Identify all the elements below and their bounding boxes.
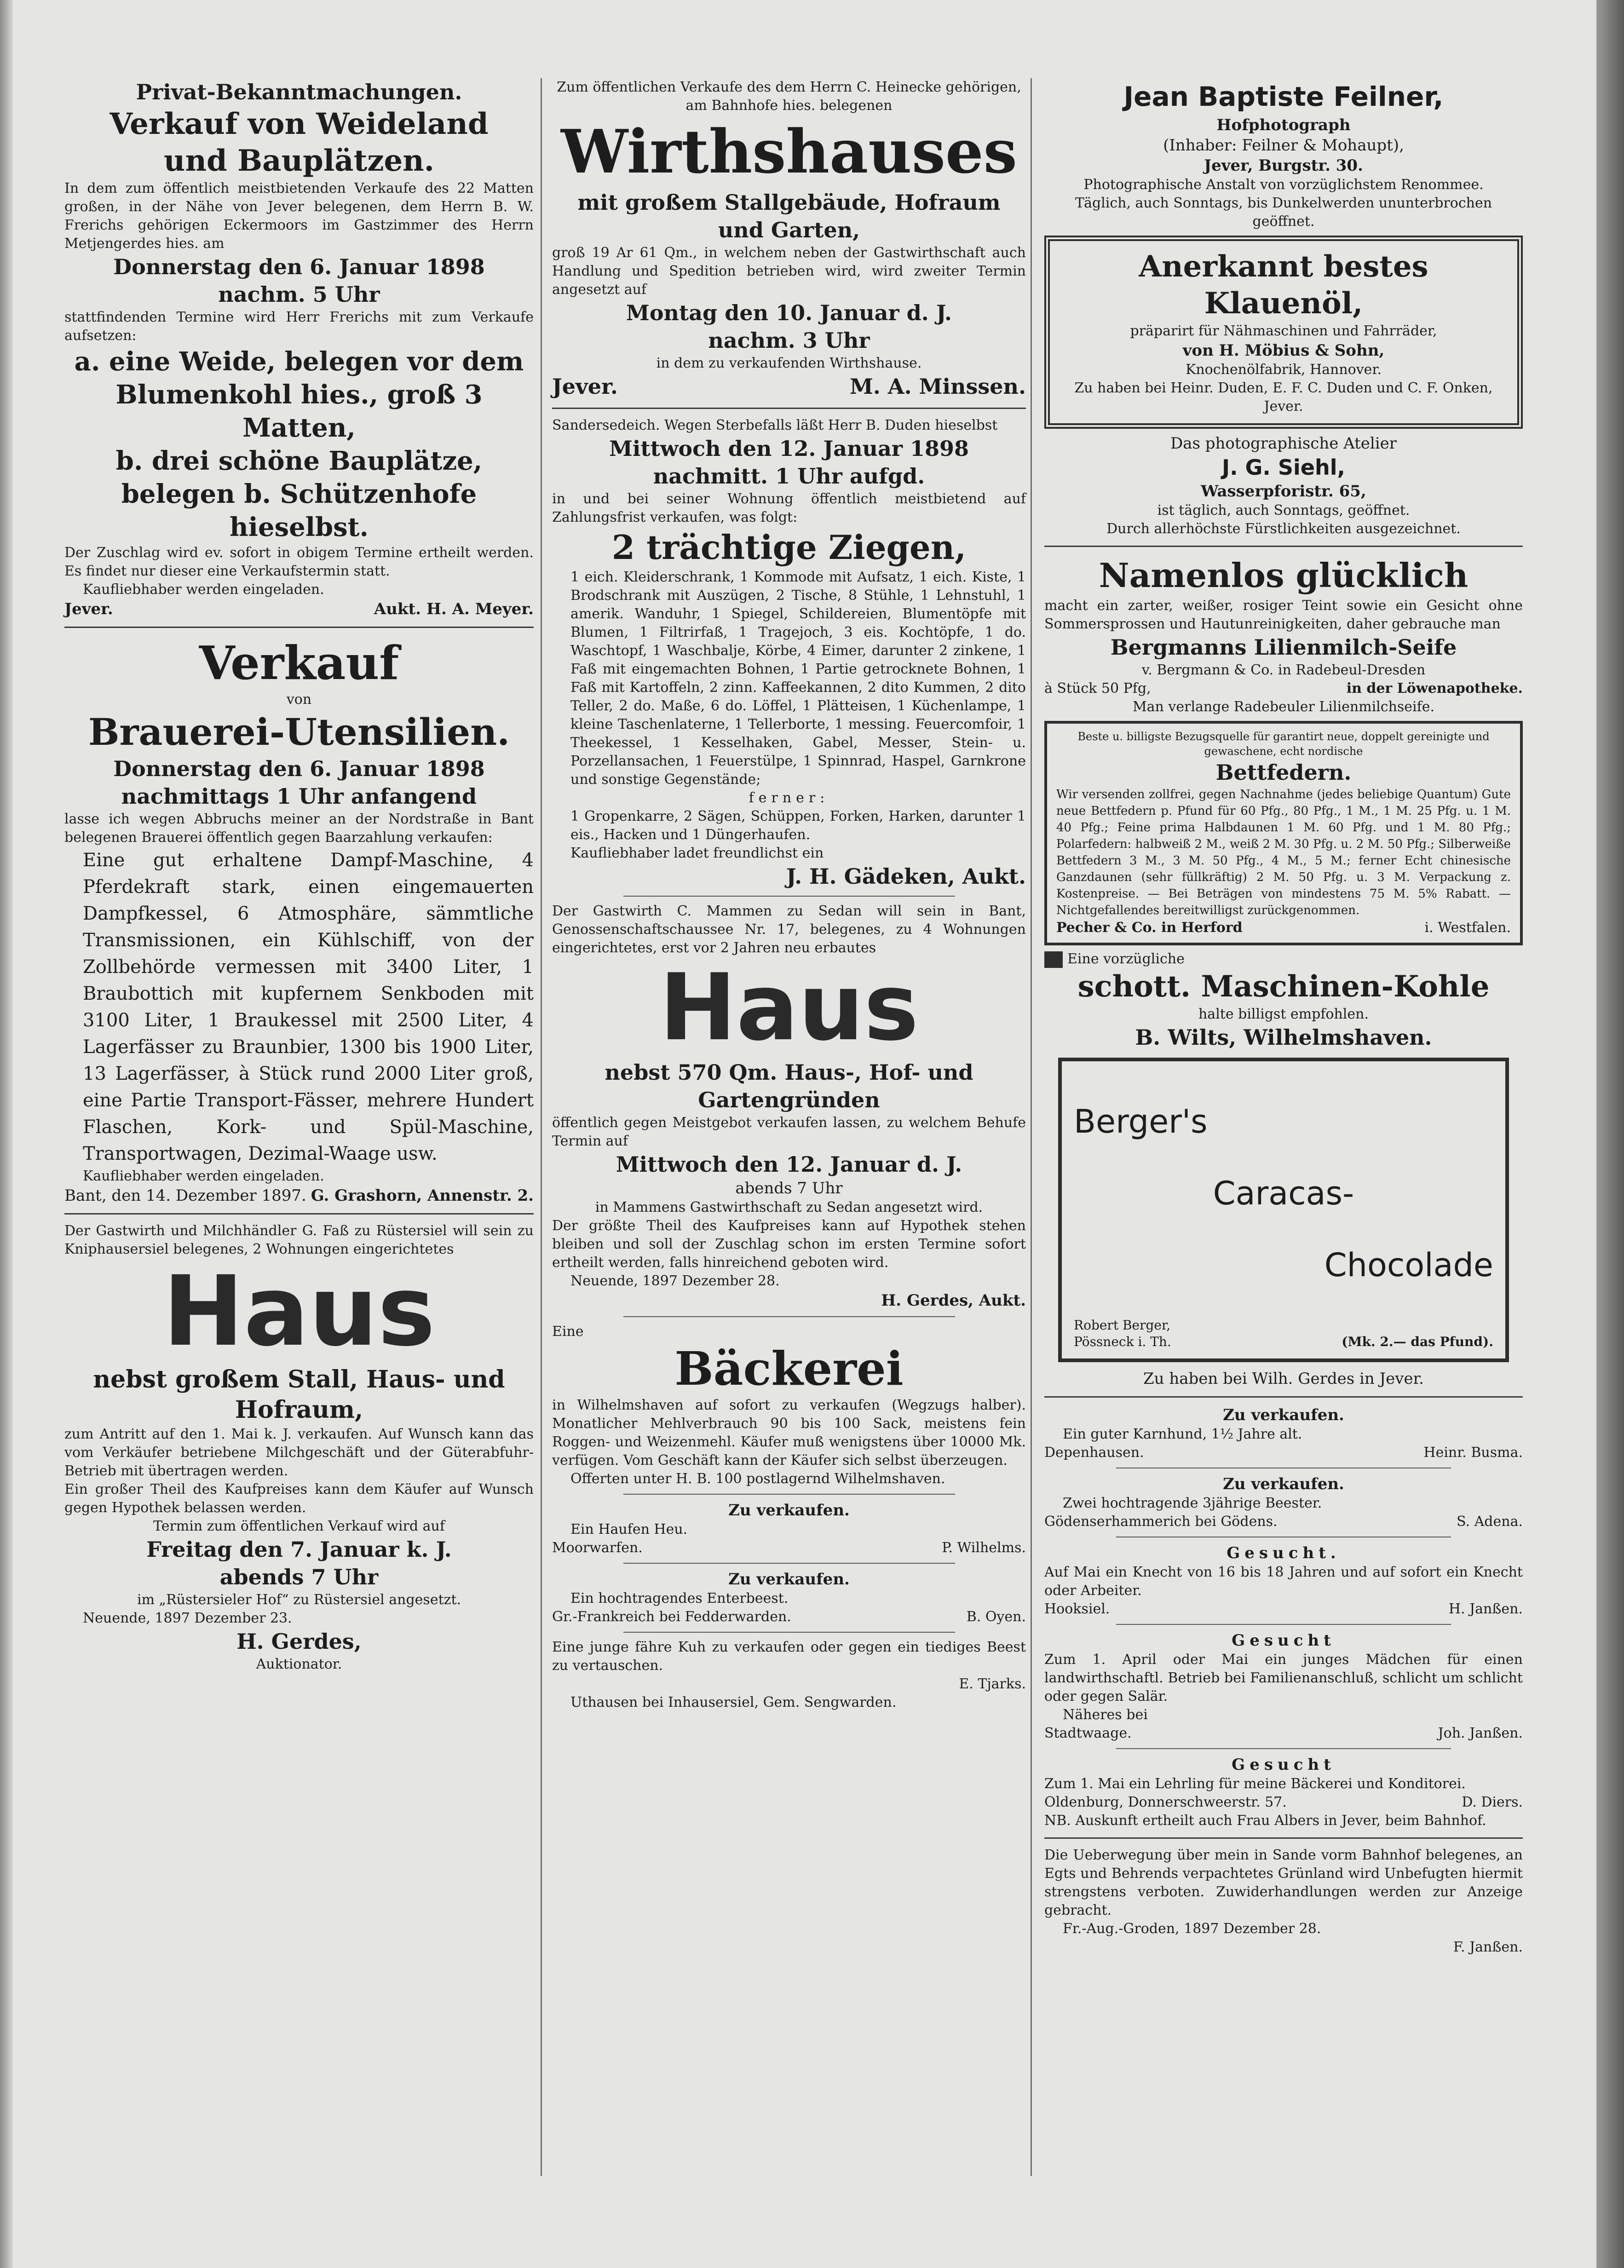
divider: [64, 627, 534, 628]
ad-date: Freitag den 7. Januar k. J.: [146, 1537, 452, 1562]
ad-dateline: Neuende, 1897 Dezember 28.: [570, 1273, 780, 1289]
column-rule-1: [541, 78, 542, 2176]
ad-text: Kaufliebhaber ladet freundlichst ein: [570, 845, 824, 861]
ad-signature: Joh. Janßen.: [1438, 1725, 1523, 1741]
ad-product: Bergmanns Lilienmilch-Seife: [1110, 635, 1457, 660]
ad-title: Chocolade: [1324, 1246, 1493, 1284]
ad-price: (Mk. 2.— das Pfund).: [1342, 1334, 1493, 1349]
divider: [623, 1632, 955, 1633]
ad-address: Oldenburg, Donnerschweerstr. 57.: [1044, 1794, 1287, 1810]
ad-brauerei: [64, 635, 534, 1206]
divider: [623, 896, 955, 897]
ad-text: Die Ueberwegung über mein in Sande vorm Bahnhof belegenes, an Egts und Behrends verpachtetes Grünland wird Unbefugten hiermit strengstens verboten. Zuwiderhandlungen werden zur Anzeige gebracht.: [1044, 1847, 1523, 1918]
ad-text: Ein hochtragendes Enterbeest.: [570, 1590, 789, 1606]
ad-text: von: [286, 691, 312, 708]
divider: [1044, 1396, 1523, 1398]
ad-heu: [552, 1500, 1026, 1557]
ad-text: Zu haben bei Heinr. Duden, E. F. C. Duden und C. F. Onken, Jever.: [1074, 380, 1493, 414]
ad-signature: P. Wilhelms.: [942, 1540, 1026, 1556]
ad-text: Zum öffentlichen Verkaufe des dem Herrn C. Heinecke gehörigen, am Bahnhofe hies. belegenen: [557, 79, 1021, 114]
ad-haus-sedan: [552, 902, 1026, 1311]
ad-text: Sandersedeich. Wegen Sterbefalls läßt Herr B. Duden hieselbst: [552, 417, 998, 433]
ad-text: Termin zum öffentlichen Verkauf wird auf: [153, 1518, 445, 1534]
ad-dateline: Fr.-Aug.-Groden, 1897 Dezember 28.: [1063, 1921, 1321, 1937]
ad-role: Auktionator.: [256, 1656, 342, 1672]
ad-place: Moorwarfen.: [552, 1540, 643, 1556]
ad-time: abends 7 Uhr: [219, 1565, 379, 1589]
ad-knecht: [1044, 1543, 1523, 1618]
ad-text: im „Rüstersieler Hof“ zu Rüstersiel angesetzt.: [137, 1592, 461, 1608]
ad-text: in Mammens Gastwirthschaft zu Sedan angesetzt wird.: [595, 1199, 983, 1215]
ad-signature-row: [64, 599, 534, 619]
ad-text: (Inhaber: Feilner & Mohaupt),: [1163, 136, 1404, 155]
ad-text: Photographische Anstalt von vorzüglichstem Renommee.: [1083, 177, 1484, 193]
ad-address: Wasserpforistr. 65,: [1201, 482, 1366, 501]
ad-text: in dem zu verkaufenden Wirthshause.: [656, 355, 922, 371]
ad-text: Ein guter Karnhund, 1½ Jahre alt.: [1063, 1426, 1302, 1442]
ad-title: Bettfedern.: [1215, 760, 1352, 785]
ad-signature-row: [552, 1608, 1026, 1626]
ad-text: zum Antritt auf den 1. Mai k. J. verkaufen. Auf Wunsch kann das vom Verkäufer betriebene Milchgeschäft und der Güterabfuhr-Betrieb mit übertragen werden.: [64, 1426, 534, 1479]
ad-sandersedeich: [552, 416, 1026, 890]
divider: [1044, 1837, 1523, 1839]
page-spine-shadow: [0, 0, 13, 2268]
divider: [1044, 546, 1523, 547]
ad-maker: Robert Berger,: [1074, 1318, 1171, 1333]
ad-text: Durch allerhöchste Fürstlichkeiten ausgezeichnet.: [1106, 521, 1461, 537]
ad-place: Depenhausen.: [1044, 1445, 1144, 1461]
ad-signature-row: [1044, 1724, 1523, 1743]
ad-siehl: [1044, 433, 1523, 538]
ad-text: Offerten unter H. B. 100 postlagernd Wilhelmshaven.: [570, 1471, 945, 1487]
ad-text: 1 eich. Kleiderschrank, 1 Kommode mit Aufsatz, 1 eich. Kiste, 1 Brodschrank mit Auszügen, 2 Tische, 8 Stühle, 1 Lehnstuhl, 1 amerik. Wanduhr, 1 Spiegel, Schildereien, Blumentöpfe mit Blumen, 1 Filtrirfaß, 1 Tragejoch, 3 eis. Kochtöpfe, 1 do. Waschtopf, 1 Waschbalje, Körbe, 4 Eimer, darunter 2 zinkene, 1 Faß mit eingemachten Bohnen, 1 Partie getrocknete Bohnen, 1 Faß mit Kartoffeln, 2 zinn. Kaffeekannen, 2 dito Kummen, 2 dito Teller, 2 do. Maße, 6 do. Löffel, 1 Plätteisen, 1 Küchenlampe, 1 kleine Taschenlaterne, 1 Tellerborte, 1 messing. Feuercomfoir, 1 Theekessel, 1 Kesselhaken, Gabel, Messer, Stein- u. Porzellansachen, 1 Feuerstülpe, 1 Spinnrad, Haspel, Garnkrone und sonstige Gegenstände;: [570, 569, 1026, 788]
ad-maschinenkohle: [1044, 950, 1523, 1051]
ad-title: schott. Maschinen-Kohle: [1077, 969, 1490, 1004]
ad-title: Brauerei-Utensilien.: [88, 710, 510, 754]
ad-subtitle: Hofphotograph: [1216, 116, 1351, 134]
ad-place: Gr.-Frankreich bei Fedderwarden.: [552, 1609, 791, 1625]
ad-shop: in der Löwenapotheke.: [1346, 680, 1523, 697]
ad-availability: Zu haben bei Wilh. Gerdes in Jever.: [1143, 1370, 1424, 1388]
ad-subtitle: nebst großem Stall, Haus- und: [93, 1365, 505, 1393]
ad-text: Ein großer Theil des Kaufpreises kann dem Käufer auf Wunsch gegen Hypothek belassen werden.: [64, 1481, 534, 1516]
ad-signature: B. Wilts, Wilhelmshaven.: [1135, 1025, 1432, 1050]
ad-title: Caracas-: [1213, 1174, 1354, 1212]
column-left: [64, 78, 534, 1674]
ad-item: a. eine Weide, belegen vor dem Blumenkohl hies., groß 3 Matten,: [74, 346, 524, 443]
ad-text: Eine junge fähre Kuh zu verkaufen oder gegen ein tiediges Beest zu vertauschen.: [552, 1639, 1026, 1674]
divider: [623, 1494, 955, 1495]
ad-subtitle: nebst 570 Qm. Haus-, Hof- und Gartengründen: [605, 1060, 973, 1112]
column-right: [1044, 78, 1523, 1957]
ad-date: Donnerstag den 6. Januar 1898: [113, 756, 485, 781]
ad-text: Kaufliebhaber werden eingeladen.: [83, 581, 324, 598]
divider: [64, 1213, 534, 1215]
ad-beester: [1044, 1474, 1523, 1531]
ad-signature: E. Tjarks.: [959, 1676, 1026, 1692]
ad-text: Das photographische Atelier: [1170, 434, 1397, 453]
ad-signature: G. Grashorn, Annenstr. 2.: [311, 1186, 534, 1205]
ad-text: lasse ich wegen Abbruchs meiner an der Nordstraße in Bant belegenen Brauerei öffentlich gegen Baarzahlung verkaufen:: [64, 811, 534, 846]
ad-date: Donnerstag den 6. Januar 1898: [113, 254, 485, 279]
ad-signature-row: [1056, 919, 1511, 937]
ad-title: 2 trächtige Ziegen,: [611, 528, 967, 567]
ad-signature-row: [1044, 1600, 1523, 1618]
ad-text: Täglich, auch Sonntags, bis Dunkelwerden ununterbrochen geöffnet.: [1075, 195, 1492, 230]
ad-place: Jever.: [552, 374, 618, 399]
column-middle: [552, 78, 1026, 1712]
ad-place: Stadtwaage.: [1044, 1725, 1132, 1741]
ad-text: Der Gastwirth C. Mammen zu Sedan will sein in Bant, Genossenschaftschaussee Nr. 17, belegenes, zu 4 Wohnungen eingerichtetes, erst vor 2 Jahren neu erbautes: [552, 903, 1026, 956]
ad-text: [1044, 950, 1523, 968]
ad-signature: Aukt. H. A. Meyer.: [374, 600, 534, 618]
ad-text: Eine gut erhaltene Dampf-Maschine, 4 Pferdekraft stark, einen eingemauerten Dampfkessel, 6 Atmosphäre, sämmtliche Transmissionen, ein Kühlschiff, von der Zollbehörde vermessen mit 3400 Liter, 1 Braubottich mit kupfernem Senkboden mit 3100 Liter, 1 Braukessel mit 2500 Liter, 4 Lagerfässer zu Braunbier, 1300 bis 1900 Liter, 13 Lagerfässer, à Stück rund 2000 Liter groß, eine Partie Transport-Fässer, mehrere Hundert Flaschen, Kork- und Spül-Maschine, Transportwagen, Dezimal-Waage usw.: [83, 850, 534, 1164]
ad-text: in und bei seiner Wohnung öffentlich meistbietend auf Zahlungsfrist verkaufen, was folgt:: [552, 491, 1026, 525]
ad-karnhund: [1044, 1405, 1523, 1462]
ad-maedchen: [1044, 1630, 1523, 1743]
ad-text: Eine: [552, 1324, 584, 1340]
ad-place: i. Westfalen.: [1424, 920, 1511, 936]
ad-signature: J. H. Gädeken, Aukt.: [786, 864, 1026, 889]
ad-signature: D. Diers.: [1462, 1794, 1523, 1810]
ad-text: ferner:: [749, 790, 829, 806]
ad-date: Mittwoch den 12. Januar 1898: [609, 436, 969, 461]
ad-text: Der Gastwirth und Milchhändler G. Faß zu Rüstersiel will sein zu Kniphausersiel belegenes, 2 Wohnungen eingerichtetes: [64, 1223, 534, 1257]
ad-time: nachm. 3 Uhr: [708, 328, 870, 353]
ad-text: Der Zuschlag wird ev. sofort in obigem Termine ertheilt werden. Es findet nur dieser eine Verkaufstermin statt.: [64, 545, 534, 579]
ad-text: von H. Möbius & Sohn,: [1182, 341, 1385, 360]
ad-text: stattfindenden Termine wird Herr Frerichs mit zum Verkaufe aufsetzen:: [64, 309, 534, 344]
ad-text-inline: Eine vorzügliche: [1067, 951, 1185, 967]
ad-text: ist täglich, auch Sonntags, geöffnet.: [1157, 502, 1410, 518]
ad-date: Montag den 10. Januar d. J.: [626, 300, 952, 325]
ad-title: Anerkannt bestes Klauenöl,: [1139, 249, 1428, 321]
ad-text: Wir versenden zollfrei, gegen Nachnahme (jedes beliebige Quantum) Gute neue Bettfedern p. Pfund für 60 Pfg., 80 Pfg., 1 M., 1 M. 25 Pfg. u. 1 M. 40 Pfg.; Feine prima Halbdaunen 1 M. 60 Pfg. und 1 M. 80 Pfg.; Polarfedern: halbweiß 2 M., weiß 2 M. 30 Pfg. u. 2 M. 50 Pfg.; Silberweiße Bettfedern 3 M., 3 M. 50 Pfg., 4 M., 5 M.; ferner Echt chinesische Ganzdaunen (sehr füllkräftig) 2 M. 50 Pfg. u. 3 M. Verpackung z. Kostenpreise. — Bei Beträgen von mindestens 75 M. 5% Rabatt. — Nichtgefallendes bereitwilligst zurückgenommen.: [1056, 788, 1511, 917]
divider: [623, 1563, 955, 1564]
ad-text: 1 Gropenkarre, 2 Sägen, Schüppen, Forken, Harken, darunter 1 eis., Hacken und 1 Düngerhaufen.: [570, 808, 1026, 843]
ad-title: Bäckerei: [674, 1341, 904, 1396]
ad-signature-row: [1044, 1444, 1523, 1462]
divider: [552, 408, 1026, 409]
ad-enterbeest: [552, 1569, 1026, 1626]
ad-signature: H. Gerdes,: [236, 1629, 362, 1654]
ad-weideland: [64, 106, 534, 619]
divider: [623, 1316, 955, 1317]
ad-text: Man verlange Radebeuler Lilienmilchseife.: [1132, 699, 1435, 715]
ad-place: Gödenserhammerich bei Gödens.: [1044, 1514, 1278, 1530]
ad-dateline: Bant, den 14. Dezember 1897.: [64, 1186, 306, 1205]
ad-text: groß 19 Ar 61 Qm., in welchem neben der Gastwirthschaft auch Handlung und Spedition betrieben wird, wird zweiter Termin angesetzt auf: [552, 245, 1026, 298]
ad-text: Kaufliebhaber werden eingeladen.: [83, 1168, 324, 1184]
ad-text: Knochenölfabrik, Hannover.: [1185, 362, 1382, 378]
ad-feilner: [1044, 78, 1523, 231]
ad-text: v. Bergmann & Co. in Radebeul-Dresden: [1141, 662, 1426, 678]
ad-heading: Gesucht: [1232, 1756, 1336, 1774]
ad-lehrling: [1044, 1755, 1523, 1830]
ad-title: Namenlos glücklich: [1099, 556, 1469, 595]
ad-heading: Zu verkaufen.: [1223, 1406, 1344, 1424]
ad-text: Ein Haufen Heu.: [570, 1521, 688, 1537]
ad-signature-row: [1044, 1793, 1523, 1812]
ad-title: Haus: [659, 954, 919, 1061]
ad-date: Mittwoch den 12. Januar d. J.: [616, 1152, 962, 1177]
ad-heading: Gesucht.: [1227, 1544, 1341, 1562]
ad-time: abends 7 Uhr: [735, 1179, 843, 1197]
ad-signature: H. Gerdes, Aukt.: [881, 1291, 1026, 1310]
ad-town: Pössneck i. Th.: [1074, 1334, 1171, 1349]
ad-place: Hooksiel.: [1044, 1601, 1110, 1617]
ad-signature-row: [1044, 1513, 1523, 1531]
ad-text: in Wilhelmshaven auf sofort zu verkaufen (Wegzugs halber). Monatlicher Mehlverbrauch 90 bis 100 Sack, meistens fein Roggen- und Weizenmehl. Käufer muß wenigstens über 10000 Mk. verfügen. Vom Geschäft kann der Käufer sich selbst überzeugen.: [552, 1397, 1026, 1468]
ad-text: präparirt für Nähmaschinen und Fahrräder,: [1130, 323, 1437, 339]
column-rule-2: [1031, 78, 1032, 2176]
ad-signature: F. Janßen.: [1453, 1939, 1523, 1955]
ad-heading: Zu verkaufen.: [728, 1570, 850, 1589]
ad-lilienmilch: [1044, 554, 1523, 716]
ad-text: halte billigst empfohlen.: [1198, 1006, 1369, 1022]
ad-signature: B. Oyen.: [966, 1609, 1026, 1625]
ad-price: à Stück 50 Pfg,: [1044, 680, 1151, 697]
page-edge-shadow: [1596, 0, 1624, 2268]
ad-heading: Zu verkaufen.: [728, 1501, 850, 1520]
ad-text: macht ein zarter, weißer, rosiger Teint sowie ein Gesicht ohne Sommersprossen und Hautunreinigkeiten, daher gebrauche man: [1044, 598, 1523, 632]
ad-text: Der größte Theil des Kaufpreises kann auf Hypothek stehen bleiben und soll der Zuschlag schon im ersten Termine sofort ertheilt werden, falls hinreichend geboten wird.: [552, 1218, 1026, 1271]
ad-text: Zwei hochtragende 3jährige Beester.: [1063, 1495, 1322, 1511]
ad-place: Jever.: [64, 600, 113, 618]
ad-signature: Pecher & Co. in Herford: [1056, 920, 1243, 936]
ad-heading: Zu verkaufen.: [1223, 1475, 1344, 1493]
ad-maker-row: [1074, 1317, 1493, 1350]
ad-price-row: [1044, 679, 1523, 698]
ad-signature-row: [552, 373, 1026, 400]
ad-title: J. G. Siehl,: [1222, 455, 1345, 480]
ad-baeckerei: [552, 1323, 1026, 1488]
ad-place: Uthausen bei Inhausersiel, Gem. Sengwarden.: [570, 1694, 897, 1710]
ad-address: Jever, Burgstr. 30.: [1204, 156, 1363, 175]
ad-signature: Heinr. Busma.: [1423, 1445, 1523, 1461]
ad-signature: S. Adena.: [1457, 1514, 1523, 1530]
ad-text: Zum 1. Mai ein Lehrling für meine Bäckerei und Konditorei.: [1044, 1776, 1466, 1792]
section-heading: Privat-Bekanntmachungen.: [136, 80, 462, 104]
ad-berger-chocolade-box: [1058, 1058, 1509, 1362]
ad-signature-row: [552, 1539, 1026, 1557]
ad-haus-ruestersiel: [64, 1222, 534, 1674]
ad-maker-block: [1074, 1317, 1171, 1350]
ad-time: nachmittags 1 Uhr anfangend: [121, 784, 477, 809]
ad-signature: H. Janßen.: [1448, 1601, 1523, 1617]
ad-dateline: Neuende, 1897 Dezember 23.: [83, 1610, 292, 1626]
ad-time: nachm. 5 Uhr: [218, 282, 380, 307]
ad-verbot: [1044, 1846, 1523, 1957]
ad-kuh: [552, 1638, 1026, 1712]
ad-subtitle: Hofraum,: [235, 1396, 363, 1424]
ad-klauenoel-box: [1044, 236, 1523, 429]
ad-text: NB. Auskunft ertheilt auch Frau Albers in Jever, beim Bahnhof.: [1044, 1813, 1486, 1829]
ad-title: Berger's: [1074, 1103, 1208, 1140]
ad-heading: Gesucht: [1232, 1631, 1336, 1650]
ad-title: Haus: [163, 1255, 435, 1368]
ad-title: Verkauf von Weideland: [109, 107, 489, 141]
ad-time: nachmitt. 1 Uhr aufgd.: [653, 464, 925, 489]
ad-signature: M. A. Minssen.: [849, 374, 1026, 399]
ad-title: und Bauplätzen.: [163, 144, 435, 178]
ad-text: Zum 1. April oder Mai ein junges Mädchen für einen landwirthschaftl. Betrieb bei Familienanschluß, schlicht um schlicht oder gegen Salär.: [1044, 1652, 1523, 1704]
ad-signature-row: [64, 1186, 534, 1206]
divider: [1116, 1624, 1451, 1625]
ad-bettfedern-box: [1044, 721, 1523, 945]
ornament-icon: [1044, 951, 1063, 968]
ad-text: In dem zum öffentlich meistbietenden Verkaufe des 22 Matten großen, in der Nähe von Jever belegenen, dem Herrn B. W. Frerichs gehörigen Eckermoors im Gastzimmer des Herrn Metjengerdes hies. am: [64, 180, 534, 252]
ad-text: Näheres bei: [1063, 1707, 1148, 1723]
ad-item: b. drei schöne Bauplätze, belegen b. Schützenhofe hieselbst.: [115, 446, 483, 542]
ad-text: öffentlich gegen Meistgebot verkaufen lassen, zu welchem Behufe Termin auf: [552, 1115, 1026, 1149]
ad-title: Verkauf: [199, 636, 399, 690]
ad-title: Jean Baptiste Feilner,: [1123, 81, 1444, 112]
divider: [1116, 1748, 1451, 1749]
ad-subtitle: mit großem Stallgebäude, Hofraum und Garten,: [577, 190, 1001, 242]
ad-text: Auf Mai ein Knecht von 16 bis 18 Jahren und auf sofort ein Knecht oder Arbeiter.: [1044, 1564, 1523, 1599]
ad-wirthshaus: [552, 78, 1026, 400]
ad-text: Beste u. billigste Bezugsquelle für garantirt neue, doppelt gereinigte und gewaschene, echt nordische: [1077, 730, 1490, 758]
ad-title: Wirthshauses: [561, 116, 1017, 187]
